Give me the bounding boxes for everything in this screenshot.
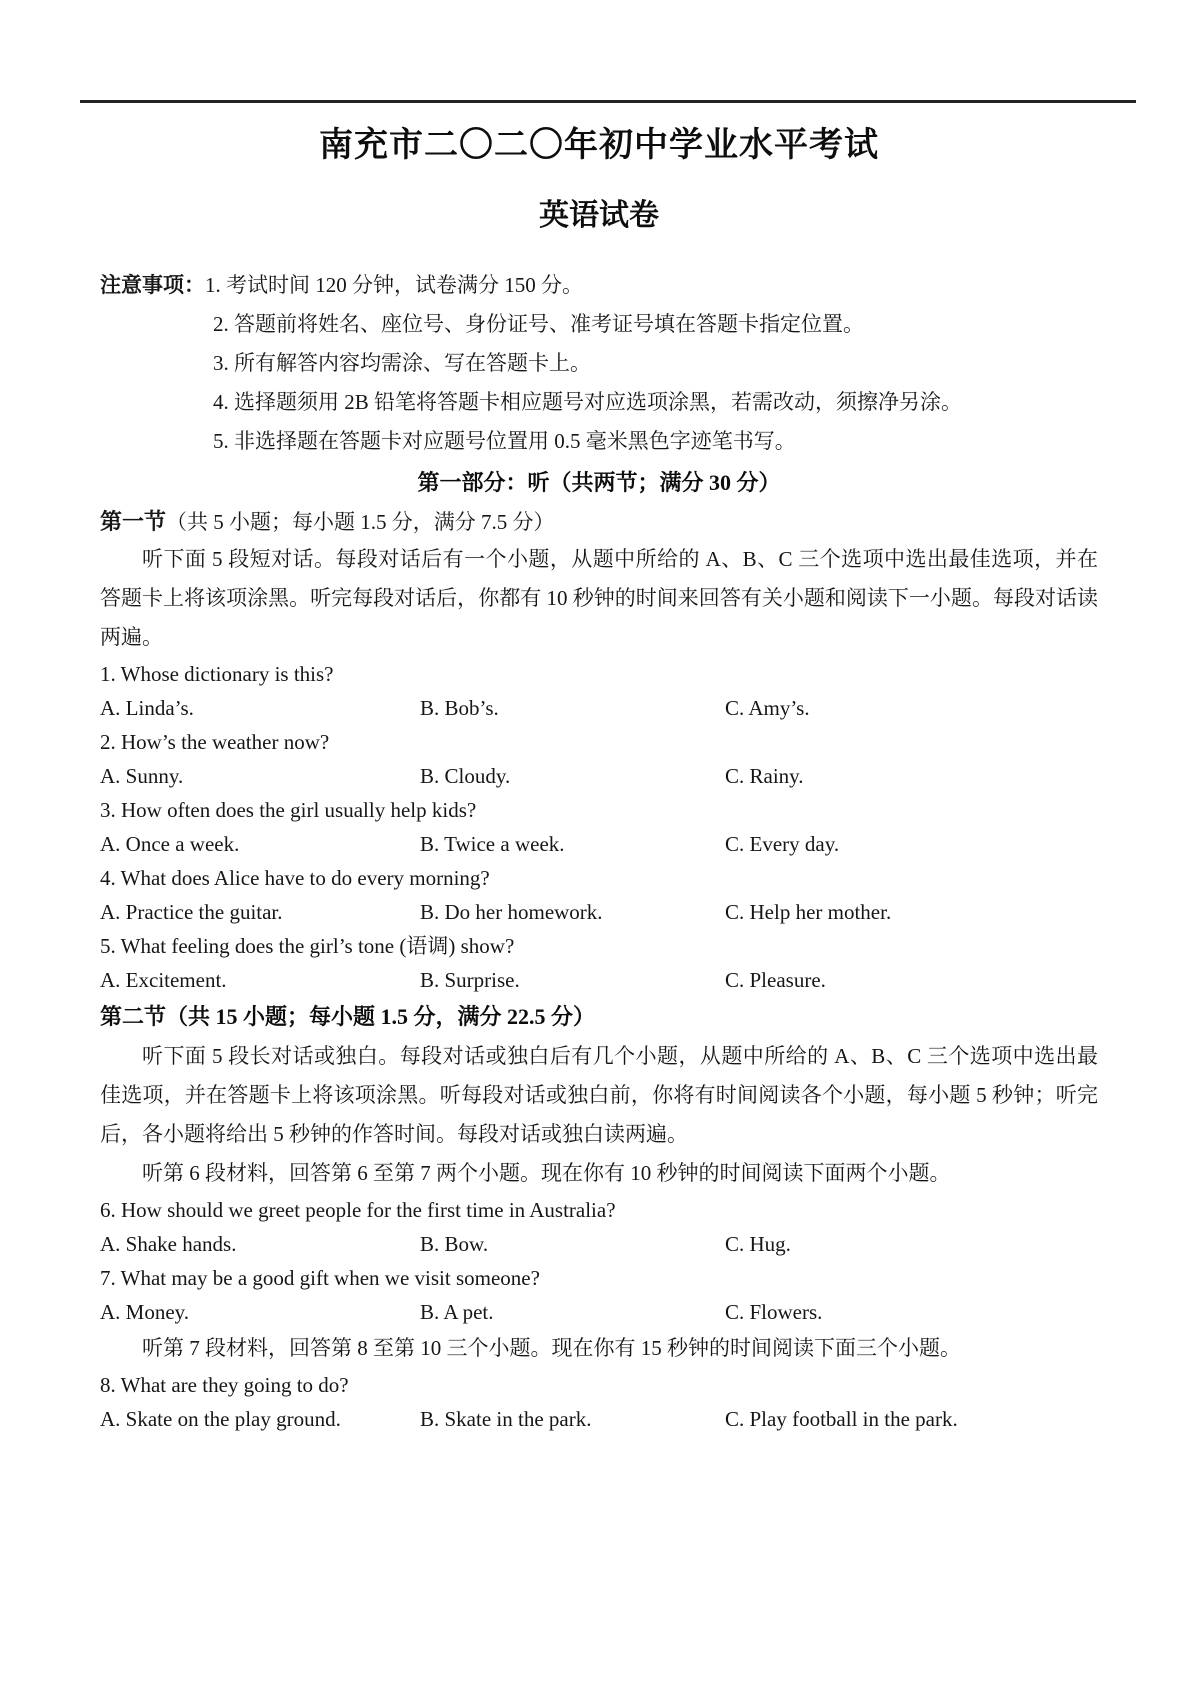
question-text: 5. What feeling does the girl’s tone (语调) show? [100, 934, 515, 958]
option-row [100, 827, 1098, 861]
option-b: B. Bow. [420, 1232, 489, 1256]
question-text: 1. Whose dictionary is this? [100, 662, 334, 686]
option-b: B. Twice a week. [420, 832, 565, 856]
section1-meta: （共 5 小题；每小题 1.5 分，满分 7.5 分） [166, 510, 555, 534]
option-a: A. Shake hands. [100, 1232, 237, 1256]
notice-line-1 [100, 266, 1098, 305]
question-text: 6. How should we greet people for the first time in Australia? [100, 1198, 616, 1222]
option-a: A. Practice the guitar. [100, 900, 283, 924]
option-row [100, 691, 1098, 725]
question-text: 8. What are they going to do? [100, 1373, 349, 1397]
option-c: C. Amy’s. [725, 696, 810, 720]
exam-subtitle: 英语试卷 [539, 199, 659, 232]
section1-heading [100, 504, 1098, 540]
option-b: B. Skate in the park. [420, 1407, 592, 1431]
part1-heading: 第一部分：听（共两节；满分 30 分） [417, 470, 781, 495]
exam-title: 南充市二〇二〇年初中学业水平考试 [319, 127, 879, 164]
option-a: A. Excitement. [100, 968, 227, 992]
material7-note: 听第 7 段材料，回答第 8 至第 10 三个小题。现在你有 15 秒钟的时间阅读下面三个小题。 [142, 1336, 961, 1360]
option-b: B. Bob’s. [420, 696, 499, 720]
section1-label: 第一节 [100, 509, 167, 534]
notice-item: 5. 非选择题在答题卡对应题号位置用 0.5 毫米黑色字迹笔书写。 [213, 429, 796, 453]
option-c: C. Pleasure. [725, 968, 826, 992]
option-c: C. Play football in the park. [725, 1407, 958, 1431]
section2-instructions: 听下面 5 段长对话或独白。每段对话或独白后有几个小题，从题中所给的 A、B、C 三个选项中选出最佳选项，并在答题卡上将该项涂黑。听每段对话或独白前，你将有时间阅读各个小题，每小题 5 秒钟；听完后，各小题将给出 5 秒钟的作答时间。每段对话或独白读两遍。 [100, 1044, 1098, 1146]
option-row [100, 1295, 1098, 1329]
option-b: B. A pet. [420, 1300, 494, 1324]
option-a: A. Once a week. [100, 832, 240, 856]
notice-item: 1. 考试时间 120 分钟，试卷满分 150 分。 [205, 273, 583, 297]
option-row [100, 895, 1098, 929]
notice-item: 4. 选择题须用 2B 铅笔将答题卡相应题号对应选项涂黑，若需改动，须擦净另涂。 [213, 390, 963, 414]
option-c: C. Flowers. [725, 1300, 823, 1324]
option-c: C. Rainy. [725, 764, 804, 788]
option-a: A. Linda’s. [100, 696, 194, 720]
option-a: A. Skate on the play ground. [100, 1407, 341, 1431]
option-row [100, 1402, 1098, 1436]
section2-question-8 [100, 1368, 1098, 1436]
notice-item: 2. 答题前将姓名、座位号、身份证号、准考证号填在答题卡指定位置。 [213, 312, 864, 336]
question-text: 3. How often does the girl usually help kids? [100, 798, 477, 822]
option-b: B. Do her homework. [420, 900, 603, 924]
section1-questions [100, 657, 1098, 997]
option-c: C. Every day. [725, 832, 840, 856]
section2-questions-6-7 [100, 1193, 1098, 1329]
option-a: A. Money. [100, 1300, 190, 1324]
option-a: A. Sunny. [100, 764, 184, 788]
question-text: 2. How’s the weather now? [100, 730, 330, 754]
option-c: C. Hug. [725, 1232, 791, 1256]
notice-item: 3. 所有解答内容均需涂、写在答题卡上。 [213, 351, 591, 375]
section1-instructions: 听下面 5 段短对话。每段对话后有一个小题，从题中所给的 A、B、C 三个选项中选出最佳选项，并在答题卡上将该项涂黑。听完每段对话后，你都有 10 秒钟的时间来回答有关小题和阅读下一小题。每段对话读两遍。 [100, 547, 1098, 649]
question-text: 4. What does Alice have to do every morning? [100, 866, 490, 890]
notice-section [100, 266, 1098, 461]
option-row [100, 1227, 1098, 1261]
option-c: C. Help her mother. [725, 900, 892, 924]
option-row [100, 963, 1098, 997]
page-content [100, 0, 1098, 1436]
material6-note: 听第 6 段材料，回答第 6 至第 7 两个小题。现在你有 10 秒钟的时间阅读下面两个小题。 [142, 1161, 951, 1185]
notice-label: 注意事项： [100, 273, 205, 297]
option-b: B. Surprise. [420, 968, 520, 992]
option-row [100, 759, 1098, 793]
section2-heading: 第二节（共 15 小题；每小题 1.5 分，满分 22.5 分） [100, 1004, 596, 1029]
question-text: 7. What may be a good gift when we visit someone? [100, 1266, 540, 1290]
option-b: B. Cloudy. [420, 764, 511, 788]
